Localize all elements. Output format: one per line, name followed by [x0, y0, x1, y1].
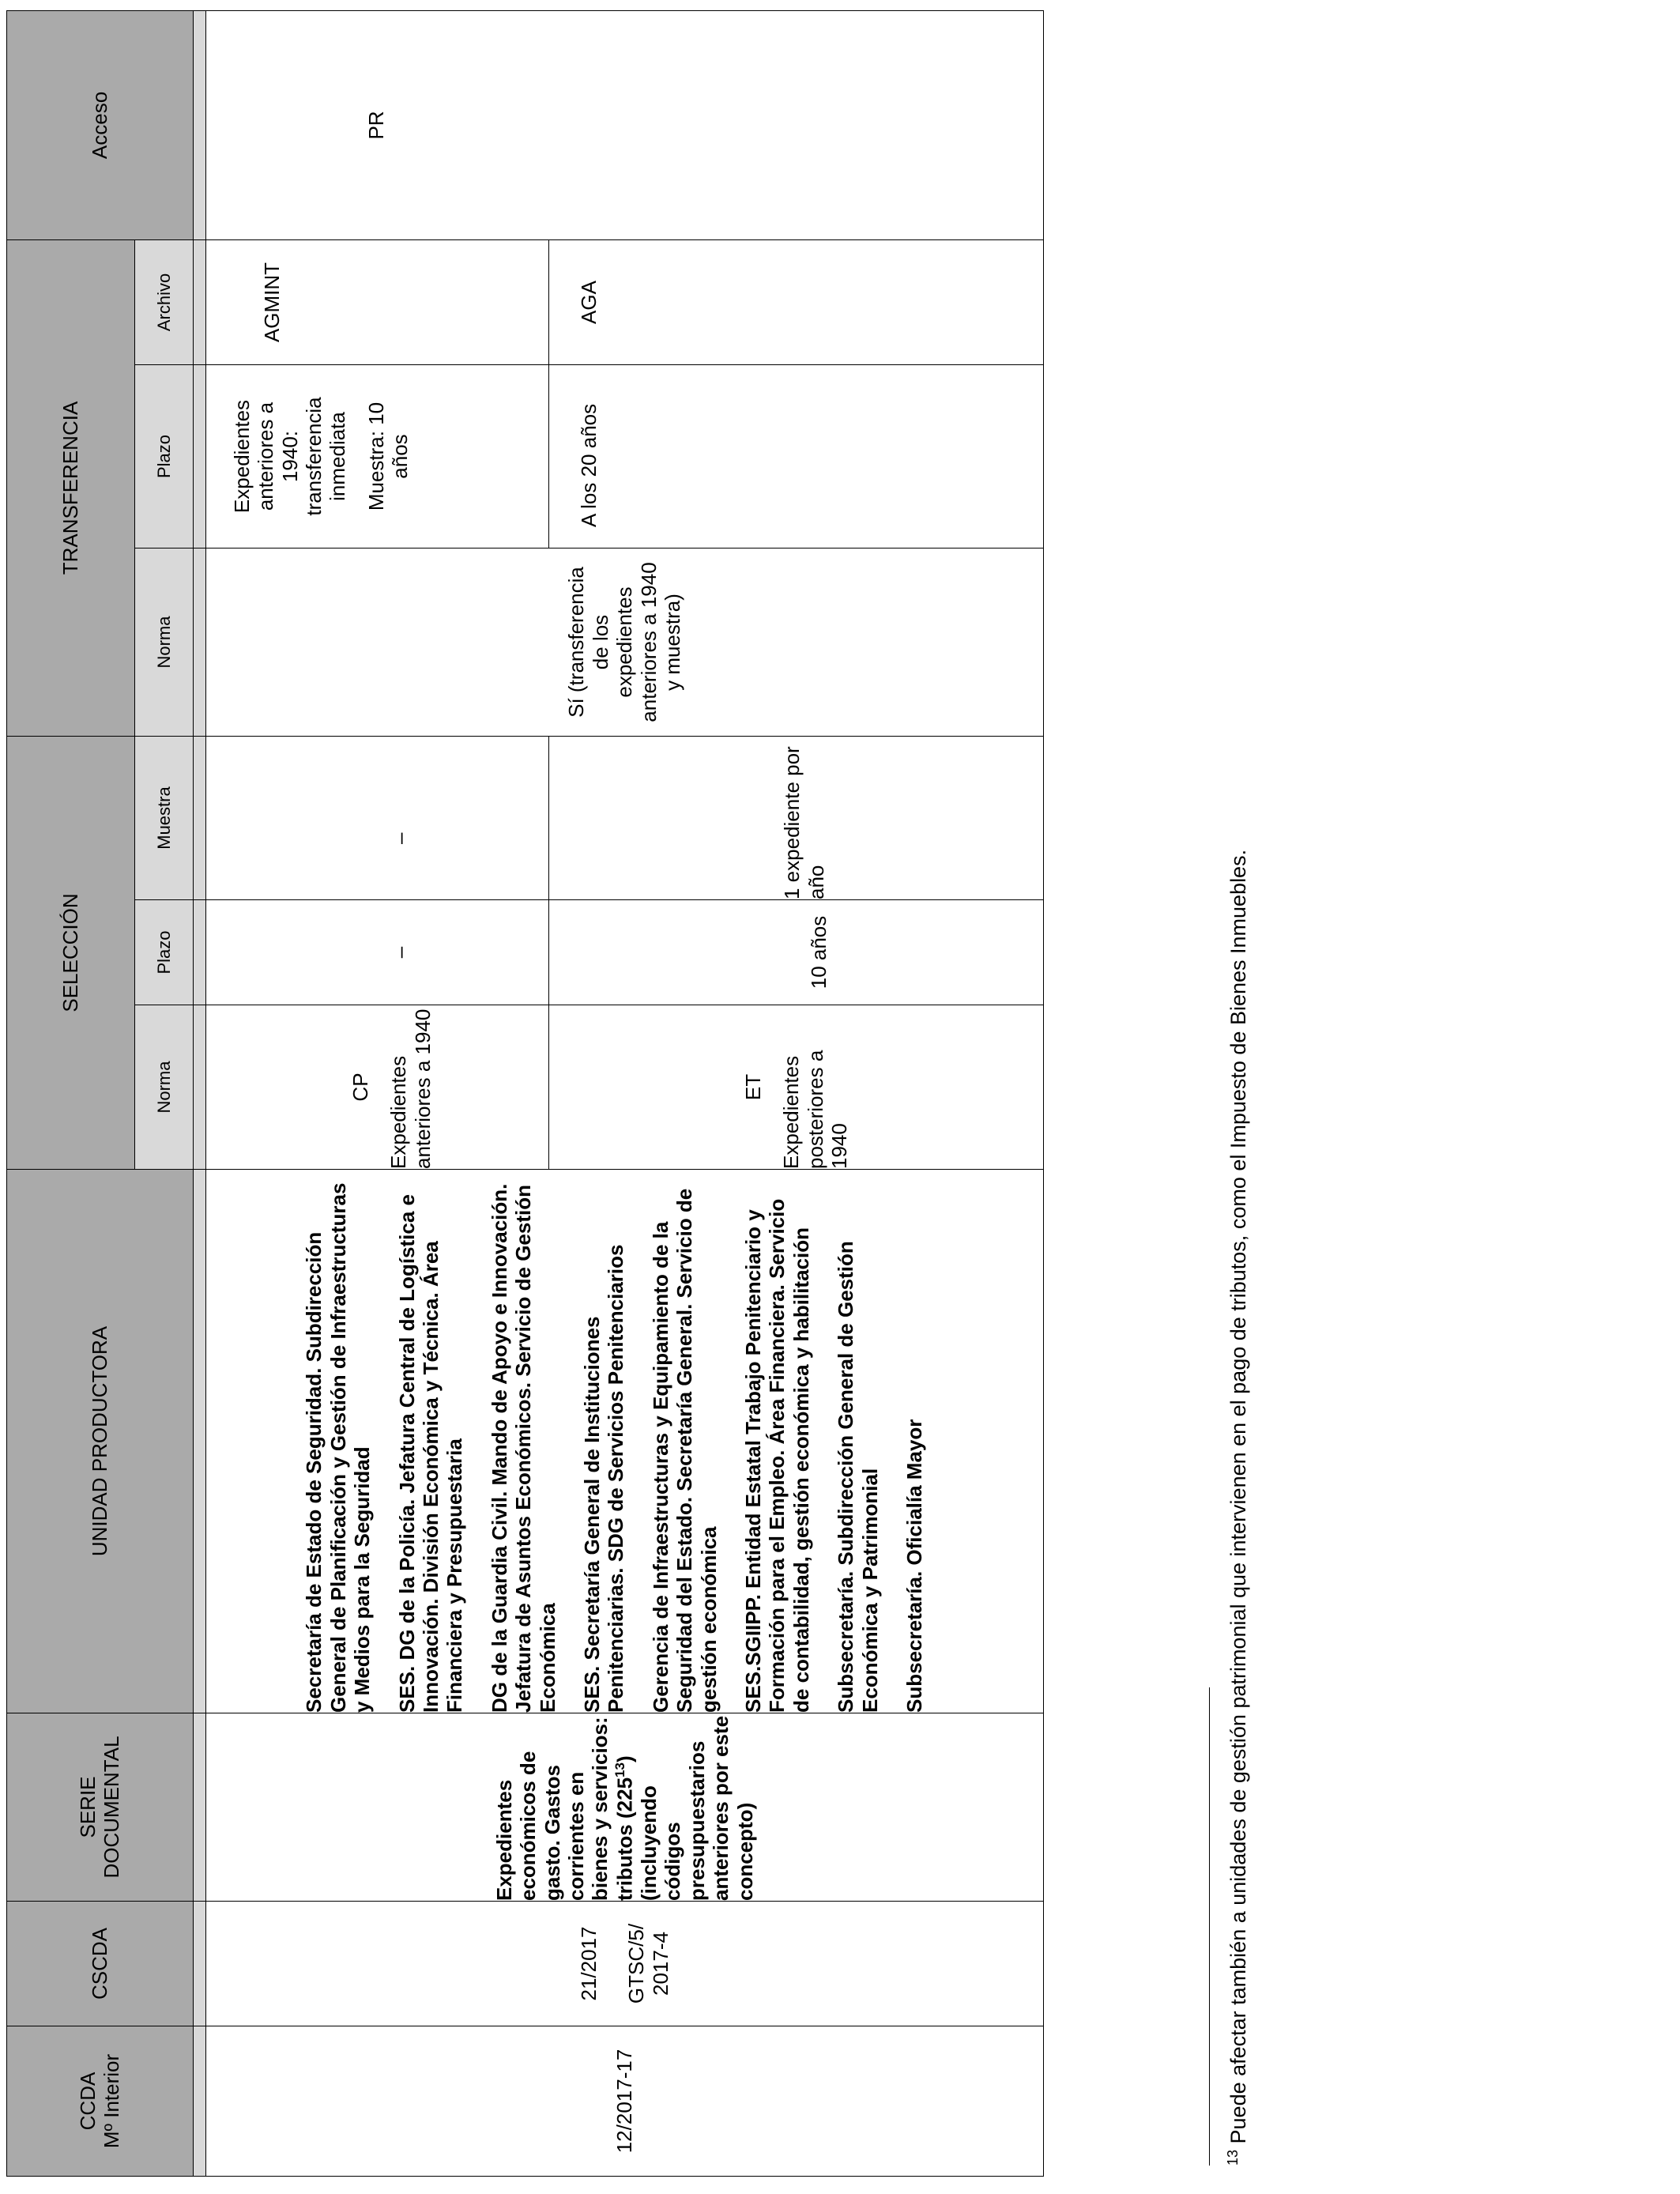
sel-muestra-value: –: [388, 832, 412, 844]
unidad-item: Gerencia de Infraestructuras y Equipamiento de la Seguridad del Estado. Secretaría General. Servicio de gestión económica: [648, 1188, 721, 1713]
sel-norma-code: ET: [740, 1073, 765, 1101]
sel-muestra-header: Muestra: [135, 737, 194, 900]
unidad-header: UNIDAD PRODUCTORA: [7, 1170, 194, 1713]
sel-plazo-value: 10 años: [807, 915, 831, 990]
ccda-header: CCDA Mº Interior: [7, 2026, 194, 2177]
serie-text-b: ) (incluyendo códigos presupuestarios anteriores por este concepto): [612, 1715, 757, 1901]
sel-plazo-bottom: [549, 900, 1044, 1005]
spacer-cell: [194, 737, 206, 900]
sel-norma-bottom: [549, 1005, 1044, 1170]
cscda-value-2: GTSC/5/ 2017-4: [624, 1923, 672, 2004]
serie-cell: [205, 1713, 1043, 1902]
footnote-ref: 13: [612, 1762, 627, 1777]
sel-plazo-value: –: [388, 946, 412, 959]
tr-plazo-1-line2: Muestra: 10 años: [363, 401, 412, 511]
spacer-cell: [194, 2026, 206, 2177]
spacer-cell: [194, 1902, 206, 2026]
sel-norma-code: CP: [348, 1072, 372, 1102]
unidad-item: Subsecretaría. Subdirección General de Gestión Económica y Patrimonial: [834, 1241, 882, 1713]
footnote-rule: [1209, 1687, 1210, 2166]
ccda-value: 12/2017-17: [612, 2049, 636, 2154]
sel-norma-text: Expedientes anteriores a 1940: [386, 1008, 435, 1169]
unidad-cell: [205, 1170, 1043, 1713]
unidad-item: Subsecretaría. Oficialía Mayor: [902, 1419, 926, 1713]
footnote-mark: 13: [1225, 2149, 1241, 2166]
cscda-cell: [205, 1902, 1043, 2026]
tr-norma-value: Sí (transferencia de los expedientes anteriores a 1940 y muestra): [564, 562, 684, 722]
tr-norma-cell: [205, 548, 1043, 737]
tr-archivo-1: [205, 239, 549, 364]
tr-archivo-2-value: AGA: [577, 281, 601, 324]
sel-muestra-top: [205, 737, 549, 900]
spacer-cell: [194, 1005, 206, 1170]
sel-norma-top: [205, 1005, 549, 1170]
sel-norma-header: Norma: [135, 1005, 194, 1170]
sel-muestra-value: 1 expediente por año: [780, 746, 828, 899]
footnote: [1225, 32, 1251, 2166]
cscda-value-1: 21/2017: [576, 1926, 601, 2001]
sel-plazo-header: Plazo: [135, 900, 194, 1005]
seleccion-header: SELECCIÓN: [7, 737, 135, 1170]
ccda-cell: [205, 2026, 1043, 2177]
spacer-cell: [194, 10, 206, 239]
acceso-header: Acceso: [7, 10, 194, 239]
sel-norma-text: Expedientes posteriores a 1940: [779, 1050, 852, 1169]
spacer-cell: [194, 900, 206, 1005]
acceso-value: PR: [363, 111, 388, 140]
tr-plazo-1: [205, 365, 549, 548]
tr-plazo-2-value: A los 20 años: [577, 403, 601, 527]
serie-header: SERIE DOCUMENTAL: [7, 1713, 194, 1902]
unidad-item: Secretaría de Estado de Seguridad. Subdirección General de Planificación y Gestión de Infraestructuras y Medios para la Seguridad: [302, 1182, 375, 1713]
spacer-cell: [194, 1170, 206, 1713]
tr-plazo-header: Plazo: [135, 365, 194, 548]
unidad-item: SES. DG de la Policía. Jefatura Central de Logística e Innovación. División Económica y Técnica. Área Financiera y Presupuestaria: [394, 1194, 467, 1713]
tr-norma-header: Norma: [135, 548, 194, 737]
unidad-item: SES. Secretaría General de Instituciones Penitenciarias. SDG de Servicios Penitenciarios: [579, 1244, 628, 1713]
sel-plazo-top: [205, 900, 549, 1005]
unidad-item: DG de la Guardia Civil. Mando de Apoyo e Innovación. Jefatura de Asuntos Económicos. Servicio de Gestión Económica: [487, 1183, 559, 1713]
unidad-item: SES.SGIIPP. Entidad Estatal Trabajo Penitenciario y Formación para el Empleo. Área Financiera. Servicio de contabilidad, gestión económica y habilitación: [740, 1198, 813, 1713]
tr-archivo-1-value: AGMINT: [259, 262, 284, 343]
tr-archivo-header: Archivo: [135, 239, 194, 364]
footnote-text: Puede afectar también a unidades de gestión patrimonial que intervienen en el pago de tributos, como el Impuesto de Bienes Inmuebles.: [1226, 849, 1250, 2150]
tr-archivo-2: [549, 239, 1044, 364]
tr-plazo-1-line1: Expedientes anteriores a 1940: transferencia inmediata: [229, 397, 350, 516]
tr-plazo-2: [549, 365, 1044, 548]
serie-text-a: Expedientes económicos de gasto. Gastos corrientes en bienes y servicios: tributos (225: [492, 1717, 637, 1901]
document-table: [6, 10, 1044, 2177]
spacer-cell: [194, 365, 206, 548]
spacer-cell: [194, 1713, 206, 1902]
sel-muestra-bottom: [549, 737, 1044, 900]
acceso-cell: [205, 10, 1043, 239]
spacer-cell: [194, 239, 206, 364]
transferencia-header: TRANSFERENCIA: [7, 239, 135, 736]
cscda-header: CSCDA: [7, 1902, 194, 2026]
spacer-cell: [194, 548, 206, 737]
